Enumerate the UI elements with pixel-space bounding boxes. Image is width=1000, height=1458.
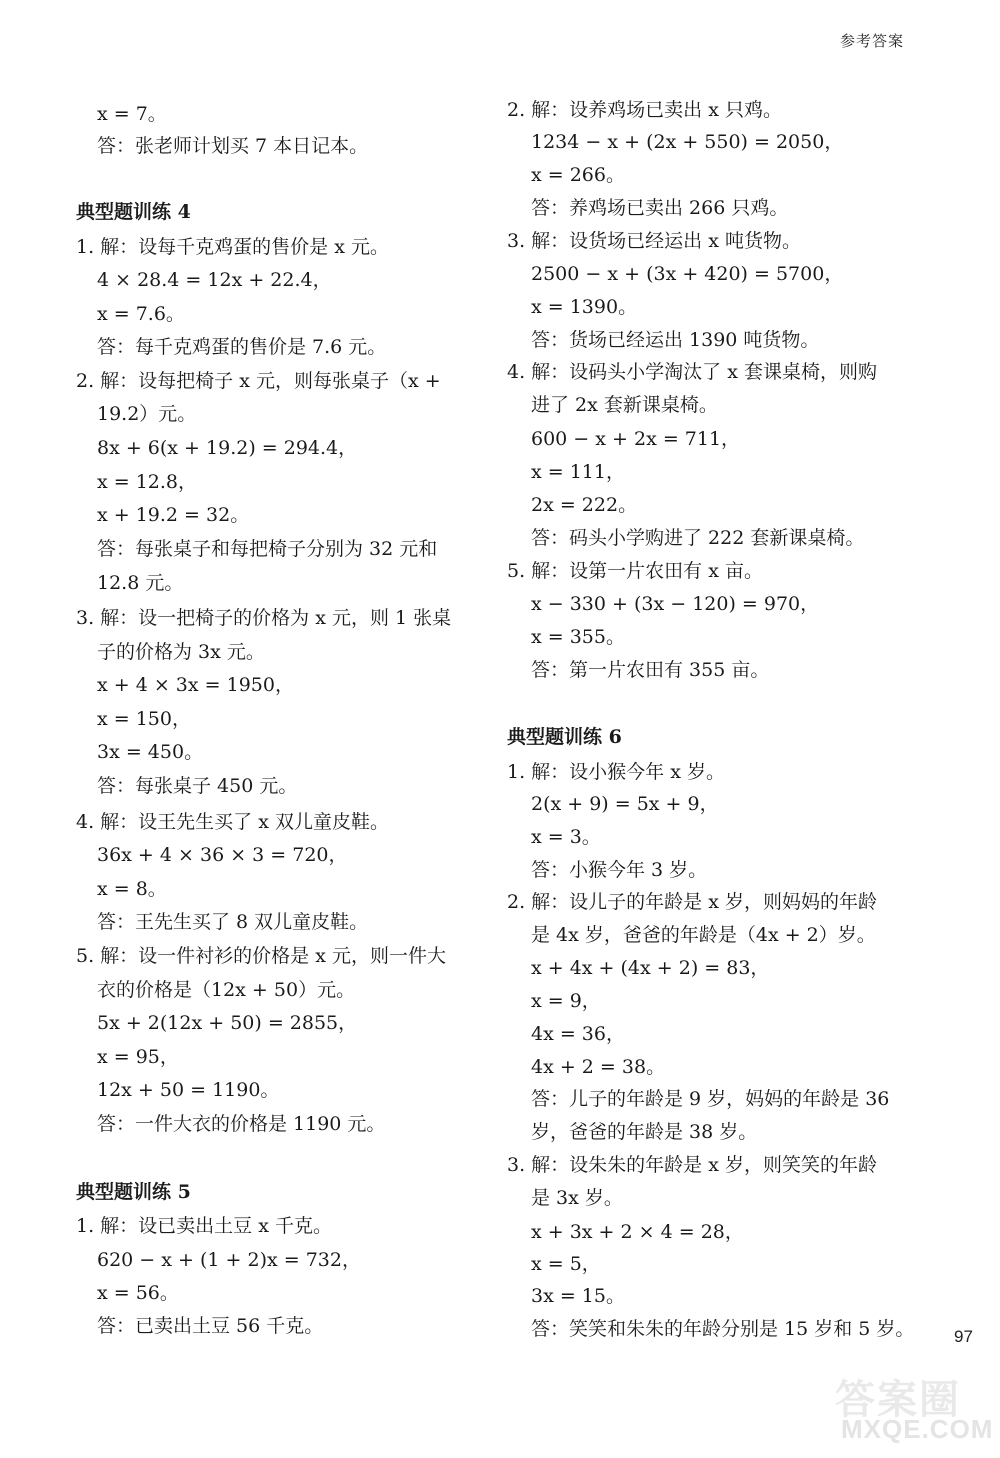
answer-line: 答：小猴今年 3 岁。 <box>531 859 708 881</box>
answer-line: x = 355。 <box>531 626 625 648</box>
answer-line: x = 8。 <box>97 878 167 900</box>
answer-line: 是 4x 岁，爸爸的年龄是（4x + 2）岁。 <box>531 924 876 946</box>
answer-line: x = 95， <box>97 1046 179 1068</box>
watermark-site: MXQE.COM <box>841 1414 994 1444</box>
answer-line: 答：已卖出土豆 56 千克。 <box>97 1315 324 1337</box>
answer-line: 答：张老师计划买 7 本日记本。 <box>97 135 369 157</box>
answer-line: x = 7。 <box>97 103 167 125</box>
answer-line: 3. 解：设一把椅子的价格为 x 元，则 1 张桌 <box>76 607 452 629</box>
answer-line: 5. 解：设第一片农田有 x 亩。 <box>507 560 763 582</box>
answer-line: 4 × 28.4 = 12x + 22.4， <box>97 269 332 291</box>
page-header: 参考答案 <box>839 32 904 50</box>
answer-line: 4. 解：设王先生买了 x 双儿童皮鞋。 <box>76 811 389 833</box>
answer-line: x = 150， <box>97 708 191 730</box>
answer-line: x = 12.8， <box>97 471 198 493</box>
answer-line: 12x + 50 = 1190。 <box>97 1079 280 1101</box>
answer-line: 2. 解：设每把椅子 x 元，则每张桌子（x + <box>76 370 441 392</box>
answer-line: 是 3x 岁。 <box>531 1187 623 1209</box>
answer-line: 4x + 2 = 38。 <box>531 1056 666 1078</box>
answer-line: 2. 解：设儿子的年龄是 x 岁，则妈妈的年龄 <box>507 891 877 913</box>
answer-line: 答：第一片农田有 355 亩。 <box>531 659 770 681</box>
answer-line: x + 19.2 = 32。 <box>97 504 250 526</box>
answer-line: 子的价格为 3x 元。 <box>97 641 265 663</box>
answer-line: x = 56。 <box>97 1282 179 1304</box>
page-number: 97 <box>954 1327 973 1346</box>
answer-line: 答：养鸡场已卖出 266 只鸡。 <box>531 197 789 219</box>
answer-line: x = 5， <box>531 1253 601 1275</box>
answer-line: x = 7.6。 <box>97 303 185 325</box>
answer-line: 3. 解：设货场已经运出 x 吨货物。 <box>507 230 801 252</box>
answer-line: 1234 − x + (2x + 550) = 2050， <box>531 131 844 153</box>
answer-line: 答：每张桌子 450 元。 <box>97 775 298 797</box>
answer-line: 19.2）元。 <box>97 403 197 425</box>
answer-line: 5. 解：设一件衬衫的价格是 x 元，则一件大 <box>76 945 446 967</box>
answer-line: 4. 解：设码头小学淘汰了 x 套课桌椅，则购 <box>507 361 877 383</box>
section-heading: 典型题训练 5 <box>76 1181 191 1203</box>
answer-line: 2. 解：设养鸡场已卖出 x 只鸡。 <box>507 99 782 121</box>
watermark-chars: 答案圈 <box>835 1378 961 1422</box>
answer-line: 答：儿子的年龄是 9 岁，妈妈的年龄是 36 <box>531 1088 890 1110</box>
answer-line: 3x = 15。 <box>531 1285 625 1307</box>
answer-line: 1. 解：设小猴今年 x 岁。 <box>507 761 725 783</box>
answer-line: 答：码头小学购进了 222 套新课桌椅。 <box>531 527 865 549</box>
answer-line: 1. 解：设每千克鸡蛋的售价是 x 元。 <box>76 236 389 258</box>
answer-line: 答：每千克鸡蛋的售价是 7.6 元。 <box>97 336 387 358</box>
answer-line: 答：每张桌子和每把椅子分别为 32 元和 <box>97 538 438 560</box>
answer-line: x = 3。 <box>531 826 601 848</box>
answer-line: x + 3x + 2 × 4 = 28， <box>531 1221 744 1243</box>
answer-line: 5x + 2(12x + 50) = 2855， <box>97 1012 358 1034</box>
answer-line: 620 − x + (1 + 2)x = 732， <box>97 1249 361 1271</box>
answer-line: 12.8 元。 <box>97 572 184 594</box>
answer-line: x + 4 × 3x = 1950， <box>97 674 294 696</box>
answer-line: 2500 − x + (3x + 420) = 5700， <box>531 263 844 285</box>
section-heading: 典型题训练 4 <box>76 201 191 223</box>
answer-line: 答：货场已经运出 1390 吨货物。 <box>531 329 820 351</box>
answer-line: x + 4x + (4x + 2) = 83， <box>531 957 770 979</box>
answer-line: 进了 2x 套新课桌椅。 <box>531 394 718 416</box>
answer-line: 2(x + 9) = 5x + 9， <box>531 793 719 815</box>
answer-line: x = 111， <box>531 461 625 483</box>
answer-line: 答：笑笑和朱朱的年龄分别是 15 岁和 5 岁。 <box>531 1318 915 1340</box>
answer-line: x = 1390。 <box>531 296 638 318</box>
answer-line: 8x + 6(x + 19.2) = 294.4， <box>97 437 358 459</box>
answer-line: 答：一件大衣的价格是 1190 元。 <box>97 1113 386 1135</box>
answer-line: 岁，爸爸的年龄是 38 岁。 <box>531 1121 758 1143</box>
answer-line: x − 330 + (3x − 120) = 970， <box>531 593 820 615</box>
answer-line: x = 266。 <box>531 164 625 186</box>
watermark-logo <box>835 1368 994 1446</box>
answer-line: 3. 解：设朱朱的年龄是 x 岁，则笑笑的年龄 <box>507 1154 877 1176</box>
answer-line: x = 9， <box>531 990 601 1012</box>
answer-line: 3x = 450。 <box>97 741 204 763</box>
answer-line: 衣的价格是（12x + 50）元。 <box>97 979 356 1001</box>
answer-line: 36x + 4 × 36 × 3 = 720， <box>97 844 348 866</box>
answer-line: 2x = 222。 <box>531 494 638 516</box>
answer-line: 1. 解：设已卖出土豆 x 千克。 <box>76 1215 332 1237</box>
answer-line: 答：王先生买了 8 双儿童皮鞋。 <box>97 911 369 933</box>
answer-line: 600 − x + 2x = 711， <box>531 428 741 450</box>
section-heading: 典型题训练 6 <box>507 726 622 748</box>
answer-line: 4x = 36， <box>531 1023 625 1045</box>
